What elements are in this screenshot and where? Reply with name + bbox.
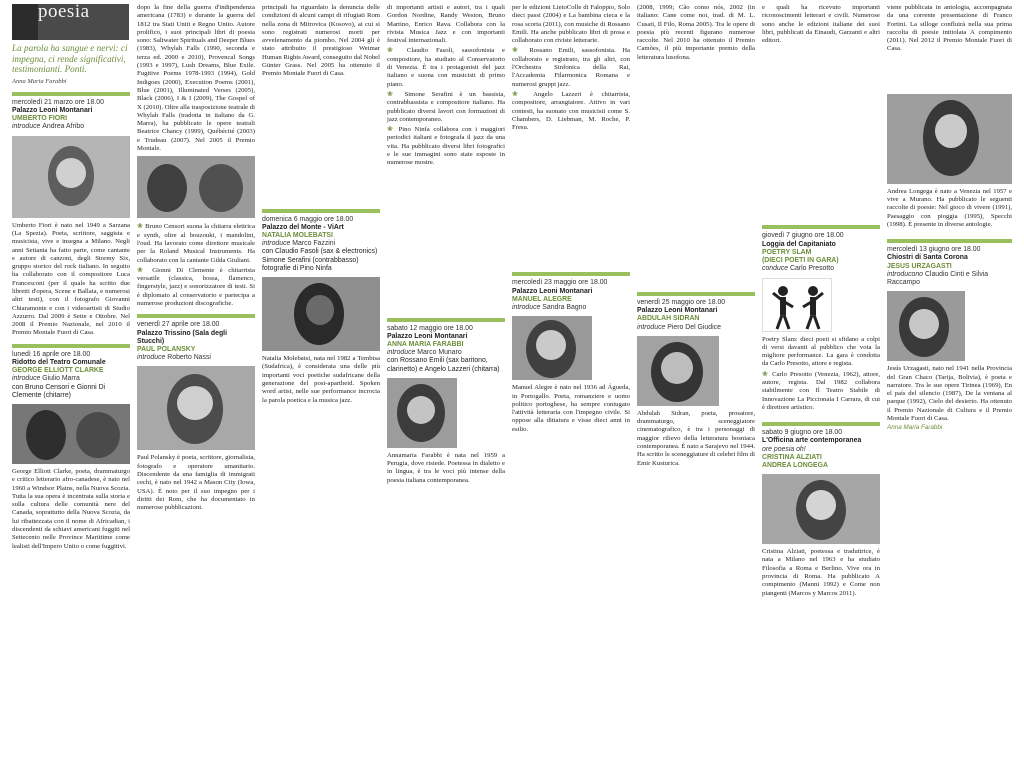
event-date: mercoledì 13 giugno ore 18.00 — [887, 246, 981, 254]
photo-anna-maria-farabbi — [387, 378, 457, 448]
bio-alziati-continued: viene pubblicata in antologia, accompagnata da una corrente presentazione di Franco Fortini. La silloge confluirà nella sua prima raccolta di poesie intitolata A compimento (2011). Nel 2012 il Premio Montale Fuori di Casa. — [887, 4, 1012, 53]
event-guest: ANNA MARIA FARABBI — [387, 341, 464, 349]
event-intro: introduce Marco Fazzini — [262, 240, 336, 248]
photo-jesus-urzagasti — [887, 291, 965, 361]
event-date: venerdì 25 maggio ore 18.00 — [637, 299, 726, 307]
author-signature: Anna Maria Farabbi — [887, 424, 943, 432]
event-date: venerdì 27 aprile ore 18.00 — [137, 321, 220, 329]
event-date: mercoledì 21 marzo ore 18.00 — [12, 98, 104, 106]
bio-sidran-continued: e quali ha ricevuto importanti riconoscimenti letterari e civili. Numerose sono anche le edizioni italiane dei suoi libri, pubblicati da Einaudi, Garzanti e altri editori. — [762, 4, 880, 45]
column-2 — [137, 4, 255, 766]
event-guest: ABDULAH SIDRAN — [637, 315, 700, 323]
bio-jesus-urzagasti: Jesús Urzagasti, nato nel 1941 nella Provincia del Gran Chaco (Tarija, Bolivia), è poeta e narratore. Tra le sue opere Tirinea (1969), En el país del silencio (1987), De la ventana al parque (1992), Cielo del desierto. Ha ottenuto il Premio Nazionale di Cultura e il Premio Montale Fuori di Casa. — [887, 365, 1012, 423]
event-intro: introduce Sandra Bagno — [512, 304, 587, 312]
flower-icon: ❀ — [137, 265, 147, 274]
event-venue: Palazzo Leoni Montanari — [387, 332, 468, 340]
flower-icon: ❀ — [387, 125, 395, 134]
event-date: giovedì 7 giugno ore 18.00 — [762, 232, 844, 240]
event-date: sabato 9 giugno ore 18.00 — [762, 429, 843, 437]
photo-george-elliott-clarke — [12, 404, 130, 464]
column-8 — [887, 4, 1012, 766]
flower-icon: ❀ — [387, 46, 400, 55]
flower-icon: ❀ — [137, 222, 144, 231]
column-4 — [387, 4, 505, 766]
photo-cristina-alziati — [762, 474, 880, 544]
event-guest: NATALIA MOLEBATSI — [262, 232, 333, 240]
bio-simone-serafini: ❀ Simone Serafini è un bassista, contrabbassista e compositore italiano. Ha pubblicato diversi lavori con formazioni di jazz contemporaneo. — [387, 89, 505, 123]
event-guest: PAUL POLANSKY — [137, 345, 196, 353]
flower-icon: ❀ — [762, 369, 770, 378]
bio-bruno-censori: ❀ Bruno Censori suona la chitarra elettrica e synth, oltre al bouzouki, i mandolini, l'oud. Ha lavorato come direttore musicale per la Roland Musical Instruments. Ha collaborato con la cantante Gilda Giuliani. — [137, 222, 255, 264]
bio-natalia-molebatsi: Natalia Molebatsi, nata nel 1982 a Tembisa (Sudafrica), è considerata una delle più importanti voci poetiche sudafricane della generazione del post-apartheid. Spoken word artist, nelle sue performance incrocia la parola poetica e la musica jazz. — [262, 355, 380, 404]
event-fiori — [12, 92, 130, 132]
event-clarke — [12, 344, 130, 400]
event-extra: con Rossano Emili (sax baritono, clarinetto) e Angelo Lazzeri (chitarra) — [387, 357, 500, 373]
festival-logo — [12, 4, 129, 40]
event-guest: CRISTINA ALZIATI — [762, 453, 822, 461]
bio-poetry-slam: Poetry Slam: dieci poeti si sfidano a colpi di versi davanti al pubblico che vota la migliore performance. La gara è condotta da Carlo Presotto, attore e regista. — [762, 335, 880, 368]
photo-abdulah-sidran — [637, 336, 719, 406]
event-intro: conduce Carlo Presotto — [762, 265, 835, 273]
bio-jazz-continued: di importanti artisti e autori, tra i quali Gordon Nordine, Randy Weston, Bruno Martino, Enrico Rava. Collabora con la rivista Musica Jazz e con importanti festival internazionali. — [387, 4, 505, 45]
photo-paul-polansky — [137, 366, 255, 450]
column-1 — [12, 4, 130, 766]
event-guest: UMBERTO FIORI — [12, 115, 67, 123]
column-6 — [637, 4, 755, 766]
event-venue: L'Officina arte contemporanea — [762, 437, 862, 445]
poetry-slam-illustration — [762, 278, 832, 332]
event-intro: introduce Marco Munaro — [387, 349, 462, 357]
event-guest-sub: (DIECI POETI IN GARA) — [762, 257, 839, 265]
bio-abdulah-sidran: Abdulah Sidran, poeta, prosatore, drammaturgo, sceneggiatore cinematografico, è tra i personaggi di maggior rilievo della letteratura bosniaca contemporanea. È nato a Sarajevo nel 1944. Ha scritto le sceneggiature di celebri film di Emir Kusturica. — [637, 409, 755, 467]
event-date: sabato 12 maggio ore 18.00 — [387, 324, 473, 332]
event-venue: Ridotto del Teatro Comunale — [12, 358, 106, 366]
event-intro: introduce Piero Del Giudice — [637, 323, 721, 331]
event-intro: introducono Claudio Cinti e Silvia Raccampo — [887, 270, 989, 287]
event-poetry-slam — [762, 225, 880, 273]
event-intro: introduce Giulio Marra — [12, 375, 80, 383]
event-venue-extra: ore poesia oh! — [762, 445, 806, 453]
logo-ribbon — [12, 4, 38, 40]
event-intro: introduce Roberto Nassi — [137, 354, 211, 362]
event-farabbi — [387, 318, 505, 374]
bio-gionni-di-clemente: ❀ Gionni Di Clemente è chitarrista versatile (classica, bossa, flamenco, fingerstyle, jazz) e sonorizzatore di testi. Si è diplomato al conservatorio e partecipa a numerose produzioni discografiche. — [137, 265, 255, 308]
event-venue: Palazzo del Monte - ViArt — [262, 223, 344, 231]
event-guest: JESUS URZAGASTI — [887, 262, 952, 270]
event-venue: Chiostri di Santa Corona — [887, 254, 968, 262]
bio-umberto-fiori: Umberto Fiori è nato nel 1949 a Sarzana (La Spezia). Poeta, scrittore, saggista e musicista, vive e insegna a Milano. Negli anni Settanta ha fatto parte, come cantante e autore di canzoni, degli Stormy Six, gruppo storico del rock italiano. In seguito ha collaborato con il compositore Luca Francesconi (per il quale ha scritto due libretti d'opera, Scene e Ballata, e numerosi altri testi), con il fotografo Giovanni Chiaramonte e con i videoartisti di Studio Azzurro. Dal 2009 è Sette e Ottobre. Nel 2008 il Premio Nazionale, nel 2010 il Premio Montale Fuori di Casa. — [12, 221, 130, 337]
event-date: domenica 6 maggio ore 18.00 — [262, 215, 354, 223]
event-alegre — [512, 272, 630, 312]
bio-alegre-continued: (2008, 1999; Cão como nós, 2002 (in italiano: Cane come noi, trad. di M. L. Cusati, Il Filo, Roma 2005). Tra le opere di poesia più recenti figurano numerose raccolte. Nel 2010 ha ottenuto il Premio Camões, il più importante premio della letteratura lusofona. — [637, 4, 755, 61]
logo-text: poesia — [38, 4, 90, 22]
event-extra: con Claudio Fasoli (sax & electronics) Simone Serafini (contrabbasso) fotografie di Pino Ninfa — [262, 248, 378, 272]
event-venue: Loggia del Capitaniato — [762, 240, 836, 248]
column-5 — [512, 4, 630, 766]
bio-rossano-emili: ❀ Rossano Emili, sassofonista. Ha collaborato e registrato, tra gli altri, con l'Orchestra Sinfonica della Rai, l'Accademia Filarmonica Romana e numerosi gruppi jazz. — [512, 46, 630, 88]
bio-farabbi-continued: per le edizioni LietoColle di Faloppio, Solo dieci passi (2004) e La bambina cieca e la rosa scorta (2011), con musiche di Rossano Emili. Ha anche pubblicato libri di prosa e collaborato con riviste letterarie. — [512, 4, 630, 45]
event-polansky — [137, 314, 255, 362]
bio-carlo-presotto: ❀ Carlo Presotto (Venezia, 1962), attore, autore, regista. Dal 1982 collabora stabilmente con Il Teatro Stabile di Innovazione La Piccionaia I Carrara, di cui è direttore artistico. — [762, 369, 880, 411]
photo-andrea-longega — [887, 94, 1012, 184]
flower-icon: ❀ — [512, 46, 523, 55]
event-date: lunedì 16 aprile ore 18.00 — [12, 350, 91, 358]
event-sidran — [637, 292, 755, 332]
event-intro: introduce Andrea Afribo — [12, 123, 85, 131]
bio-manuel-alegre: Manuel Alegre è nato nel 1936 ad Águeda, in Portogallo. Poeta, romanziere e uomo politico portoghese, ha sempre coniugato l'attività letteraria con l'impegno civile. Si oppose alla dittatura e visse dieci anni in esilio. — [512, 384, 630, 433]
event-officina — [762, 422, 880, 470]
bio-claudio-fasoli: ❀ Claudio Fasoli, sassofonista e compositore, ha studiato al Conservatorio di Venezia. È tra i protagonisti del jazz italiano e suona con musicisti di primo piano. — [387, 46, 505, 88]
bio-cristina-alziati: Cristina Alziati, poetessa e traduttrice, è nata a Milano nel 1963 e ha studiato Filosofia a Roma e Berlino. Vive ora in provincia di Roma. Ha pubblicato A compimento (Manni 1992) e Come non piangenti (Marcos y Marcos 2011). — [762, 548, 880, 597]
event-venue: Palazzo Leoni Montanari — [512, 287, 593, 295]
bio-polansky-continued: principali ha riguardato la denuncia delle condizioni di alcuni campi di rifugiati Rom nella zona di Mitrovica (Kosovo), ai cui si sono registrati numerosi morti per avvelenamento da piombo. Nel 2004 gli è stato attribuito il prestigioso Weimar Human Rights Award, conseguito dal Nobel Günter Grass. Nel 2005 ha ottenuto il Premio Montale Fuori di Casa. — [262, 4, 380, 78]
flower-icon: ❀ — [387, 89, 398, 98]
column-7 — [762, 4, 880, 766]
flower-icon: ❀ — [512, 89, 525, 98]
event-extra: con Bruno Censori e Gionni Di Clemente (chitarre) — [12, 383, 106, 399]
event-guest: POETRY SLAM — [762, 248, 812, 256]
event-guest: MANUEL ALEGRE — [512, 295, 572, 303]
bio-andrea-longega: Andrea Longega è nato a Venezia nel 1957 e vive a Murano. Ha pubblicato le seguenti raccolte di poesie: Nel gioco di vivere (1991), Paesaggio con pioggia (1995), Specchi (1998). È presente in diverse antologie. — [887, 187, 1012, 228]
photo-natalia-molebatsi — [262, 277, 380, 351]
epigraph-quote: La parola ha sangue e nervi: ci impegna, ci rende significativi, testimonianti. Ponti. — [12, 43, 128, 74]
epigraph-author: Anna Maria Farabbi — [12, 77, 67, 85]
bio-pino-ninfa: ❀ Pino Ninfa collabora con i maggiori periodici italiani e fotografa il jazz da una vita. Ha pubblicato diversi libri fotografici e le sue immagini sono state esposte in numerose mostre. — [387, 125, 505, 167]
photo-umberto-fiori — [12, 136, 130, 218]
photo-manuel-alegre — [512, 316, 592, 380]
event-guest-2: ANDREA LONGEGA — [762, 461, 828, 469]
photo-musicians — [137, 156, 255, 218]
bio-anna-maria-farabbi: Annamaria Farabbi è nata nel 1959 a Perugia, dove risiede. Poetessa in dialetto e in lingua, è tra le voci più intense della poesia italiana contemporanea. — [387, 451, 505, 484]
bio-angelo-lazzeri: ❀ Angelo Lazzeri è chitarrista, compositore, arrangiatore. Attivo in vari contesti, ha suonato con musicisti come S. Chambers, D. Liebman, M. Roche, P. Fresu. — [512, 89, 630, 132]
bio-clarke-continued: dopo la fine della guerra d'indipendenza americana (1783) e durante la guerra del 1812 tra Stati Uniti e Regno Unito. Autore prolifico, i suoi principali libri di poesia sono: Saltwater Spirituals and Deeper Blues (1983), Whylah Falls (1990, seconda e terza ed. 2000 e 2010), Provencal Songs (1993 e 1997), Lush Dreams, Blue Exile. Fugitive Poems 1978-1993 (1994), Gold Indigoes (2000), Execution Poems (2001), Blue (2001), Illuminated Verses (2005), Black (2006), I & I (2009), The Gospel of X (2010). Oltre alla trasposizione teatrale di Whylah Falls (tradotta in italiano da G. Marra), ha pubblicato le opere teatrali Beatrice Chancy (1999), Québécité (2003) e Trudeau (2007). Nel 2005 il Premio Montale. — [137, 4, 255, 153]
bio-george-elliott-clarke: George Elliott Clarke, poeta, drammaturgo e critico letterario afro-canadese, è nato nel 1960 a Windsor Plains, nella Nuova Scozia. Tutta la sua opera è incentrata sulla storia e sulla cultura delle comunità nere del Canada, soprattutto della Nuova Scozia, da lui ribattezzata con il nome di Africadian, i discendenti da schiavi americani fuggiti nel Settecento nelle Province Marittime come lealisti dell'Impero Unito o come fuggitivi. — [12, 467, 130, 550]
event-venue: Palazzo Leoni Montanari — [12, 107, 93, 114]
column-3 — [262, 4, 380, 766]
event-venue: Palazzo Leoni Montanari — [637, 307, 718, 315]
slam-figures-icon — [763, 279, 832, 332]
bio-paul-polansky: Paul Polansky è poeta, scrittore, giornalista, fotografo e operatore umanitario. Discendente da una famiglia di immigrati cechi, è nato nel 1942 a Mason City (Iowa, USA). È noto per il suo impegno per i diritti dei Rom, che ha documentato in numerose pubblicazioni. — [137, 454, 255, 512]
event-molebatsi — [262, 209, 380, 273]
event-venue: Palazzo Trissino (Sala degli Stucchi) — [137, 329, 227, 345]
event-date: mercoledì 23 maggio ore 18.00 — [512, 279, 608, 287]
event-guest: GEORGE ELLIOTT CLARKE — [12, 367, 104, 375]
event-urzagasti — [887, 239, 1012, 287]
